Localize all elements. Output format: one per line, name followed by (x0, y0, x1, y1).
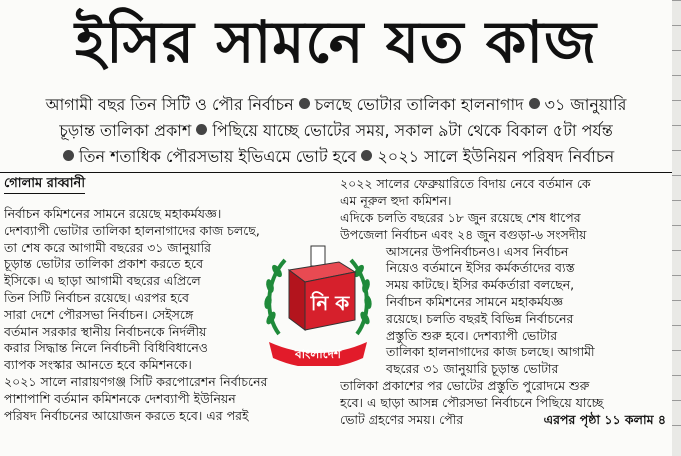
text-line: সময় কাটছে। ইসির কর্মকর্তারা বলছেন, (386, 277, 575, 293)
summary-line-1 (0, 93, 672, 117)
text-line: নিয়েও বর্তমানে ইসির কর্মকর্তাদের ব্যস্ত (386, 260, 575, 276)
summary-item: চলছে ভোটার তালিকা হালনাগাদ (314, 95, 524, 114)
summary-item: আগামী বছর তিন সিটি ও পৌর নির্বাচন (45, 95, 294, 114)
summary-line-2 (0, 119, 672, 143)
text-line: তা শেষ করে আগামী বছরের ৩১ জানুয়ারি (4, 239, 212, 255)
text-line: রয়েছে। চলতি বছরই বিভিন্ন নির্বাচনের (386, 310, 574, 326)
adjacent-page-edge (672, 0, 681, 456)
bullet-icon (299, 98, 310, 109)
text-line: ২০২২ সালের ফেব্রুয়ারিতে বিদায় নেবে বর্তমান কে (340, 176, 591, 191)
summary-item: পিছিয়ে যাচ্ছে ভোটের সময়, সকাল ৯টা থেকে বিকাল ৫টা পর্যন্ত (212, 121, 613, 140)
text-line: বর্তমান সরকার স্থানীয় নির্বাচনকে নির্দলীয় (4, 323, 207, 339)
bullet-icon (63, 150, 74, 161)
byline: গোলাম রাব্বানী (4, 175, 85, 194)
text-line: উপজেলা নির্বাচন এবং ২৪ জুন বগুড়া-৬ সংসদীয় (340, 226, 587, 242)
text-line: ব্যাপক সংস্কার আনতে হবে কমিশনকে। (4, 357, 192, 373)
text-line: সারা দেশে পৌরসভা নির্বাচন। সেইসঙ্গে (4, 306, 194, 322)
text-line: ইসিকে। এ ছাড়া আগামী বছরের এপ্রিলে (4, 273, 201, 289)
summary-item: ২০২১ সালে ইউনিয়ন পরিষদ নির্বাচন (377, 147, 615, 166)
summary-item: চূড়ান্ত তালিকা প্রকাশ (59, 121, 192, 140)
headline: ইসির সামনে যত কাজ (74, 8, 598, 76)
bullet-icon (361, 150, 372, 161)
text-fragment: ভোট গ্রহণের সময়। পৌর (340, 411, 464, 427)
text-line: পাশাপাশি বর্তমান কমিশনকে দেশব্যাপী ইউনিয়ন (4, 390, 236, 406)
article-right-column (340, 210, 670, 428)
bullet-icon (529, 98, 540, 109)
text-line: তালিকা হালনাগাদের কাজ চলছে। আগামী (386, 344, 595, 360)
text-line: এম নূরুল হুদা কমিশন। (340, 192, 452, 208)
text-line: তালিকা প্রকাশের পর ভোটের প্রস্তুতি পুরোদমে শুরু (340, 377, 590, 393)
text-line: নির্বাচন কমিশনের সামনে রয়েছে মহাকর্মযজ্ঞ। (4, 206, 222, 221)
text-line (340, 412, 670, 429)
logo-ribbon-text: বাংলাদেশ (295, 347, 341, 361)
text-line: বছরের ৩১ জানুয়ারি চূড়ান্ত ভোটার (386, 361, 559, 377)
text-line: নির্বাচন কমিশনের সামনে মহাকর্মযজ্ঞ (386, 293, 564, 309)
logo-box-text: নি ক (310, 291, 350, 315)
text-line: ২০২১ সালে নারায়ণগঞ্জ সিটি করপোরেশন নির্বাচনের (4, 373, 268, 389)
summary-line-3 (0, 145, 672, 169)
continuation-reference: এরপর পৃষ্ঠা ১১ কলাম ৪ (543, 411, 666, 427)
election-commission-logo (259, 238, 377, 366)
text-line: তিন সিটি নির্বাচন রয়েছে। এরপর হবে (4, 289, 189, 305)
header-divider (0, 172, 672, 173)
text-line: পরিষদ নির্বাচনের আয়োজন করতে হবে। এর পরই (4, 407, 249, 423)
text-line: আসনের উপনির্বাচনও। এসব নির্বাচন (386, 243, 569, 259)
summary-item: তিন শতাধিক পৌরসভায় ইভিএমে ভোট হবে (78, 147, 357, 166)
article-right-column-top (340, 176, 670, 210)
ballot-box-icon (289, 246, 355, 330)
text-line: প্রস্তুতি শুরু হবে। দেশব্যাপী ভোটার (386, 327, 558, 343)
text-line: হবে। এ ছাড়া আসন্ন পৌরসভা নির্বাচনে পিছিয়ে যাচ্ছে (340, 394, 604, 410)
summary-item: ৩১ জানুয়ারি (544, 95, 627, 114)
text-line: চূড়ান্ত ভোটার তালিকা প্রকাশ করতে হবে (4, 256, 204, 272)
text-line: দেশব্যাপী ভোটার তালিকা হালনাগাদের কাজ চলছে, (4, 222, 260, 238)
text-line: এদিকে চলতি বছরের ১৮ জুন রয়েছে শেষ ধাপের (340, 210, 581, 225)
text-line: করার সিদ্ধান্ত নিলে নির্বাচনী বিধিবিধানেও (4, 340, 208, 356)
bullet-icon (196, 124, 207, 135)
